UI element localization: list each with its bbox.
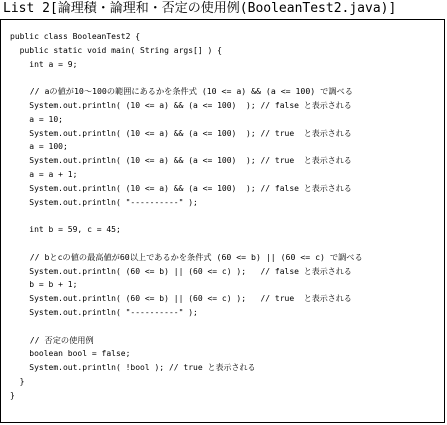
code-line: int a = 9;	[10, 59, 78, 69]
code-line: System.out.println( (10 <= a) && (a <= 100) ); // false と表示される	[10, 100, 352, 110]
code-line-comment: // 否定の使用例	[10, 334, 94, 345]
code-line: boolean bool = false;	[10, 349, 131, 359]
code-line: b = b + 1;	[10, 280, 78, 290]
code-line: System.out.println( !bool ); // true と表示される	[10, 363, 256, 373]
code-listing-box	[0, 19, 445, 423]
code-line: a = 10;	[10, 114, 63, 124]
code-line: a = a + 1;	[10, 169, 78, 179]
code-lines	[10, 30, 440, 403]
code-line: System.out.println( (10 <= a) && (a <= 100) ); // false と表示される	[10, 183, 352, 193]
code-line: System.out.println( (60 <= b) || (60 <= c) ); // true と表示される	[10, 294, 352, 304]
code-line-closing-brace: }	[10, 376, 25, 386]
code-line-class-declaration: public class BooleanTest2 {	[10, 32, 141, 41]
code-line: System.out.println( (10 <= a) && (a <= 100) ); // true と表示される	[10, 156, 352, 166]
code-line-comment: // aの値が10～100の範囲にあるかを条件式 (10 <= a) && (a <= 100) で調べる	[10, 86, 353, 97]
code-line: System.out.println( "----------" );	[10, 307, 198, 317]
code-line-blank	[10, 237, 440, 251]
code-line: a = 100;	[10, 142, 68, 152]
code-line: System.out.println( (10 <= a) && (a <= 100) ); // true と表示される	[10, 128, 352, 138]
code-line: System.out.println( "----------" );	[10, 197, 198, 207]
listing-caption: List 2[論理積・論理和・否定の使用例(BooleanTest2.java)]	[3, 1, 397, 16]
code-line-blank	[10, 320, 440, 334]
code-line-closing-brace: }	[10, 390, 15, 400]
code-line: int b = 59, c = 45;	[10, 225, 121, 235]
code-line: System.out.println( (60 <= b) || (60 <= c) ); // false と表示される	[10, 266, 352, 276]
code-line-main-declaration: public static void main( String args[] ) {	[10, 45, 222, 55]
code-line-blank	[10, 71, 440, 85]
code-line-comment: // bとcの値の最高値が60以上であるかを条件式 (60 <= b) || (60 <= c) で調べる	[10, 251, 363, 262]
code-line-blank	[10, 209, 440, 223]
